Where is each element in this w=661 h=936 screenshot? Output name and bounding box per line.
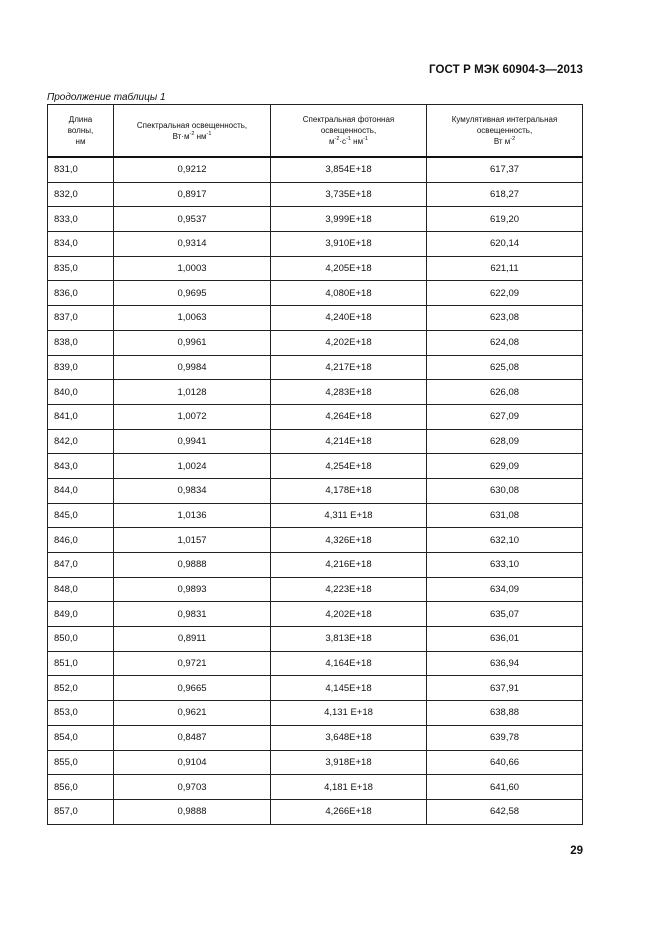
cell-spectral-irradiance: 1,0063 xyxy=(114,306,271,331)
cell-cumulative-irradiance: 618,27 xyxy=(427,182,583,207)
cell-spectral-irradiance: 0,9104 xyxy=(114,750,271,775)
cell-spectral-irradiance: 0,8487 xyxy=(114,725,271,750)
cell-wavelength: 855,0 xyxy=(48,750,114,775)
table-row xyxy=(48,750,583,775)
cell-cumulative-irradiance: 640,66 xyxy=(427,750,583,775)
cell-wavelength: 843,0 xyxy=(48,454,114,479)
cell-photon-irradiance: 4,283E+18 xyxy=(271,380,427,405)
cell-wavelength: 835,0 xyxy=(48,256,114,281)
cell-photon-irradiance: 4,266E+18 xyxy=(271,799,427,824)
cell-photon-irradiance: 4,254E+18 xyxy=(271,454,427,479)
cell-wavelength: 836,0 xyxy=(48,281,114,306)
table-row xyxy=(48,676,583,701)
table-row xyxy=(48,627,583,652)
cell-spectral-irradiance: 0,9665 xyxy=(114,676,271,701)
table-row xyxy=(48,207,583,232)
cell-cumulative-irradiance: 620,14 xyxy=(427,232,583,257)
cell-wavelength: 857,0 xyxy=(48,799,114,824)
cell-spectral-irradiance: 1,0024 xyxy=(114,454,271,479)
cell-wavelength: 854,0 xyxy=(48,725,114,750)
table-row xyxy=(48,454,583,479)
cell-cumulative-irradiance: 617,37 xyxy=(427,157,583,182)
column-header-spectral-irradiance xyxy=(114,105,271,158)
cell-spectral-irradiance: 1,0003 xyxy=(114,256,271,281)
table-row xyxy=(48,330,583,355)
table-row xyxy=(48,553,583,578)
cell-cumulative-irradiance: 631,08 xyxy=(427,503,583,528)
cell-wavelength: 852,0 xyxy=(48,676,114,701)
table-row xyxy=(48,577,583,602)
table-row xyxy=(48,429,583,454)
cell-photon-irradiance: 3,999E+18 xyxy=(271,207,427,232)
cell-spectral-irradiance: 0,9212 xyxy=(114,157,271,182)
cell-cumulative-irradiance: 642,58 xyxy=(427,799,583,824)
cell-cumulative-irradiance: 635,07 xyxy=(427,602,583,627)
cell-cumulative-irradiance: 634,09 xyxy=(427,577,583,602)
cell-wavelength: 846,0 xyxy=(48,528,114,553)
column-header-photon-irradiance xyxy=(271,105,427,158)
cell-cumulative-irradiance: 630,08 xyxy=(427,478,583,503)
cell-wavelength: 848,0 xyxy=(48,577,114,602)
cell-cumulative-irradiance: 625,08 xyxy=(427,355,583,380)
table-row xyxy=(48,380,583,405)
table-row xyxy=(48,157,583,182)
cell-cumulative-irradiance: 633,10 xyxy=(427,553,583,578)
cell-wavelength: 838,0 xyxy=(48,330,114,355)
cell-cumulative-irradiance: 636,94 xyxy=(427,651,583,676)
cell-cumulative-irradiance: 629,09 xyxy=(427,454,583,479)
table-row xyxy=(48,775,583,800)
cell-spectral-irradiance: 0,9834 xyxy=(114,478,271,503)
cell-photon-irradiance: 4,145E+18 xyxy=(271,676,427,701)
cell-photon-irradiance: 4,202E+18 xyxy=(271,330,427,355)
cell-cumulative-irradiance: 639,78 xyxy=(427,725,583,750)
table-row xyxy=(48,651,583,676)
cell-wavelength: 841,0 xyxy=(48,404,114,429)
cell-photon-irradiance: 3,854E+18 xyxy=(271,157,427,182)
cell-cumulative-irradiance: 637,91 xyxy=(427,676,583,701)
cell-spectral-irradiance: 0,8911 xyxy=(114,627,271,652)
cell-wavelength: 851,0 xyxy=(48,651,114,676)
cell-photon-irradiance: 3,918E+18 xyxy=(271,750,427,775)
cell-cumulative-irradiance: 621,11 xyxy=(427,256,583,281)
cell-cumulative-irradiance: 624,08 xyxy=(427,330,583,355)
header-line: Кумулятивная интегральная xyxy=(451,115,558,124)
column-header-wavelength xyxy=(48,105,114,158)
cell-spectral-irradiance: 0,9893 xyxy=(114,577,271,602)
cell-wavelength: 845,0 xyxy=(48,503,114,528)
cell-photon-irradiance: 4,311 E+18 xyxy=(271,503,427,528)
cell-spectral-irradiance: 1,0136 xyxy=(114,503,271,528)
page-number: 29 xyxy=(570,845,583,857)
cell-photon-irradiance: 4,178E+18 xyxy=(271,478,427,503)
cell-wavelength: 834,0 xyxy=(48,232,114,257)
cell-photon-irradiance: 4,181 E+18 xyxy=(271,775,427,800)
cell-photon-irradiance: 4,264E+18 xyxy=(271,404,427,429)
table-row xyxy=(48,404,583,429)
cell-photon-irradiance: 4,205E+18 xyxy=(271,256,427,281)
cell-cumulative-irradiance: 632,10 xyxy=(427,528,583,553)
cell-cumulative-irradiance: 619,20 xyxy=(427,207,583,232)
table-body xyxy=(48,157,583,824)
cell-wavelength: 853,0 xyxy=(48,701,114,726)
cell-spectral-irradiance: 0,9621 xyxy=(114,701,271,726)
cell-photon-irradiance: 4,223E+18 xyxy=(271,577,427,602)
cell-spectral-irradiance: 0,9721 xyxy=(114,651,271,676)
cell-spectral-irradiance: 1,0072 xyxy=(114,404,271,429)
cell-spectral-irradiance: 0,9537 xyxy=(114,207,271,232)
cell-spectral-irradiance: 0,9961 xyxy=(114,330,271,355)
header-line: освещенность, xyxy=(476,126,533,135)
cell-wavelength: 844,0 xyxy=(48,478,114,503)
cell-photon-irradiance: 4,164E+18 xyxy=(271,651,427,676)
cell-spectral-irradiance: 0,9941 xyxy=(114,429,271,454)
cell-spectral-irradiance: 0,9831 xyxy=(114,602,271,627)
cell-photon-irradiance: 4,131 E+18 xyxy=(271,701,427,726)
header-row xyxy=(48,105,583,158)
table-caption: Продолжение таблицы 1 xyxy=(47,92,166,103)
cell-spectral-irradiance: 0,9888 xyxy=(114,799,271,824)
cell-wavelength: 833,0 xyxy=(48,207,114,232)
cell-cumulative-irradiance: 641,60 xyxy=(427,775,583,800)
cell-spectral-irradiance: 1,0128 xyxy=(114,380,271,405)
cell-spectral-irradiance: 0,9314 xyxy=(114,232,271,257)
cell-photon-irradiance: 4,202E+18 xyxy=(271,602,427,627)
header-line: Спектральная освещенность, xyxy=(136,120,248,130)
cell-cumulative-irradiance: 627,09 xyxy=(427,404,583,429)
table-row xyxy=(48,355,583,380)
cell-wavelength: 849,0 xyxy=(48,602,114,627)
cell-photon-irradiance: 4,216E+18 xyxy=(271,553,427,578)
table-row xyxy=(48,701,583,726)
table-row xyxy=(48,281,583,306)
header-line: Спектральная фотонная xyxy=(302,115,395,124)
spectral-irradiance-table xyxy=(47,104,583,825)
cell-wavelength: 850,0 xyxy=(48,627,114,652)
cell-photon-irradiance: 4,080E+18 xyxy=(271,281,427,306)
cell-wavelength: 832,0 xyxy=(48,182,114,207)
table-row xyxy=(48,602,583,627)
table-row xyxy=(48,725,583,750)
cell-spectral-irradiance: 0,8917 xyxy=(114,182,271,207)
header-line: Длина xyxy=(68,115,93,124)
cell-spectral-irradiance: 0,9695 xyxy=(114,281,271,306)
cell-spectral-irradiance: 1,0157 xyxy=(114,528,271,553)
header-unit: $м^{-2}\cdot с^{-1}$ $нм^{-1}$ xyxy=(329,136,368,146)
cell-cumulative-irradiance: 636,01 xyxy=(427,627,583,652)
cell-wavelength: 840,0 xyxy=(48,380,114,405)
cell-photon-irradiance: 3,735E+18 xyxy=(271,182,427,207)
cell-photon-irradiance: 3,910E+18 xyxy=(271,232,427,257)
header-unit: $Вт\cdot м^{-2}$ $нм^{-1}$ xyxy=(172,130,212,141)
document-code: ГОСТ Р МЭК 60904-3—2013 xyxy=(429,64,583,76)
header-unit: Вт $м^{-2}$ xyxy=(493,136,516,146)
header-line: нм xyxy=(75,137,86,146)
cell-cumulative-irradiance: 638,88 xyxy=(427,701,583,726)
cell-photon-irradiance: 4,326E+18 xyxy=(271,528,427,553)
cell-wavelength: 856,0 xyxy=(48,775,114,800)
cell-photon-irradiance: 4,214E+18 xyxy=(271,429,427,454)
cell-photon-irradiance: 4,217E+18 xyxy=(271,355,427,380)
cell-cumulative-irradiance: 628,09 xyxy=(427,429,583,454)
cell-photon-irradiance: 3,813E+18 xyxy=(271,627,427,652)
table-row xyxy=(48,799,583,824)
header-line: волны, xyxy=(67,126,94,135)
cell-spectral-irradiance: 0,9984 xyxy=(114,355,271,380)
cell-wavelength: 847,0 xyxy=(48,553,114,578)
header-line: освещенность, xyxy=(320,126,377,135)
cell-photon-irradiance: 4,240E+18 xyxy=(271,306,427,331)
cell-wavelength: 842,0 xyxy=(48,429,114,454)
table-row xyxy=(48,306,583,331)
cell-cumulative-irradiance: 622,09 xyxy=(427,281,583,306)
cell-wavelength: 839,0 xyxy=(48,355,114,380)
cell-cumulative-irradiance: 626,08 xyxy=(427,380,583,405)
table-row xyxy=(48,503,583,528)
table-row xyxy=(48,182,583,207)
table-header xyxy=(48,105,583,158)
cell-spectral-irradiance: 0,9888 xyxy=(114,553,271,578)
cell-cumulative-irradiance: 623,08 xyxy=(427,306,583,331)
cell-spectral-irradiance: 0,9703 xyxy=(114,775,271,800)
table-row xyxy=(48,256,583,281)
cell-photon-irradiance: 3,648E+18 xyxy=(271,725,427,750)
table-row xyxy=(48,232,583,257)
column-header-cumulative-irradiance xyxy=(427,105,583,158)
cell-wavelength: 831,0 xyxy=(48,157,114,182)
table-row xyxy=(48,528,583,553)
cell-wavelength: 837,0 xyxy=(48,306,114,331)
table-row xyxy=(48,478,583,503)
